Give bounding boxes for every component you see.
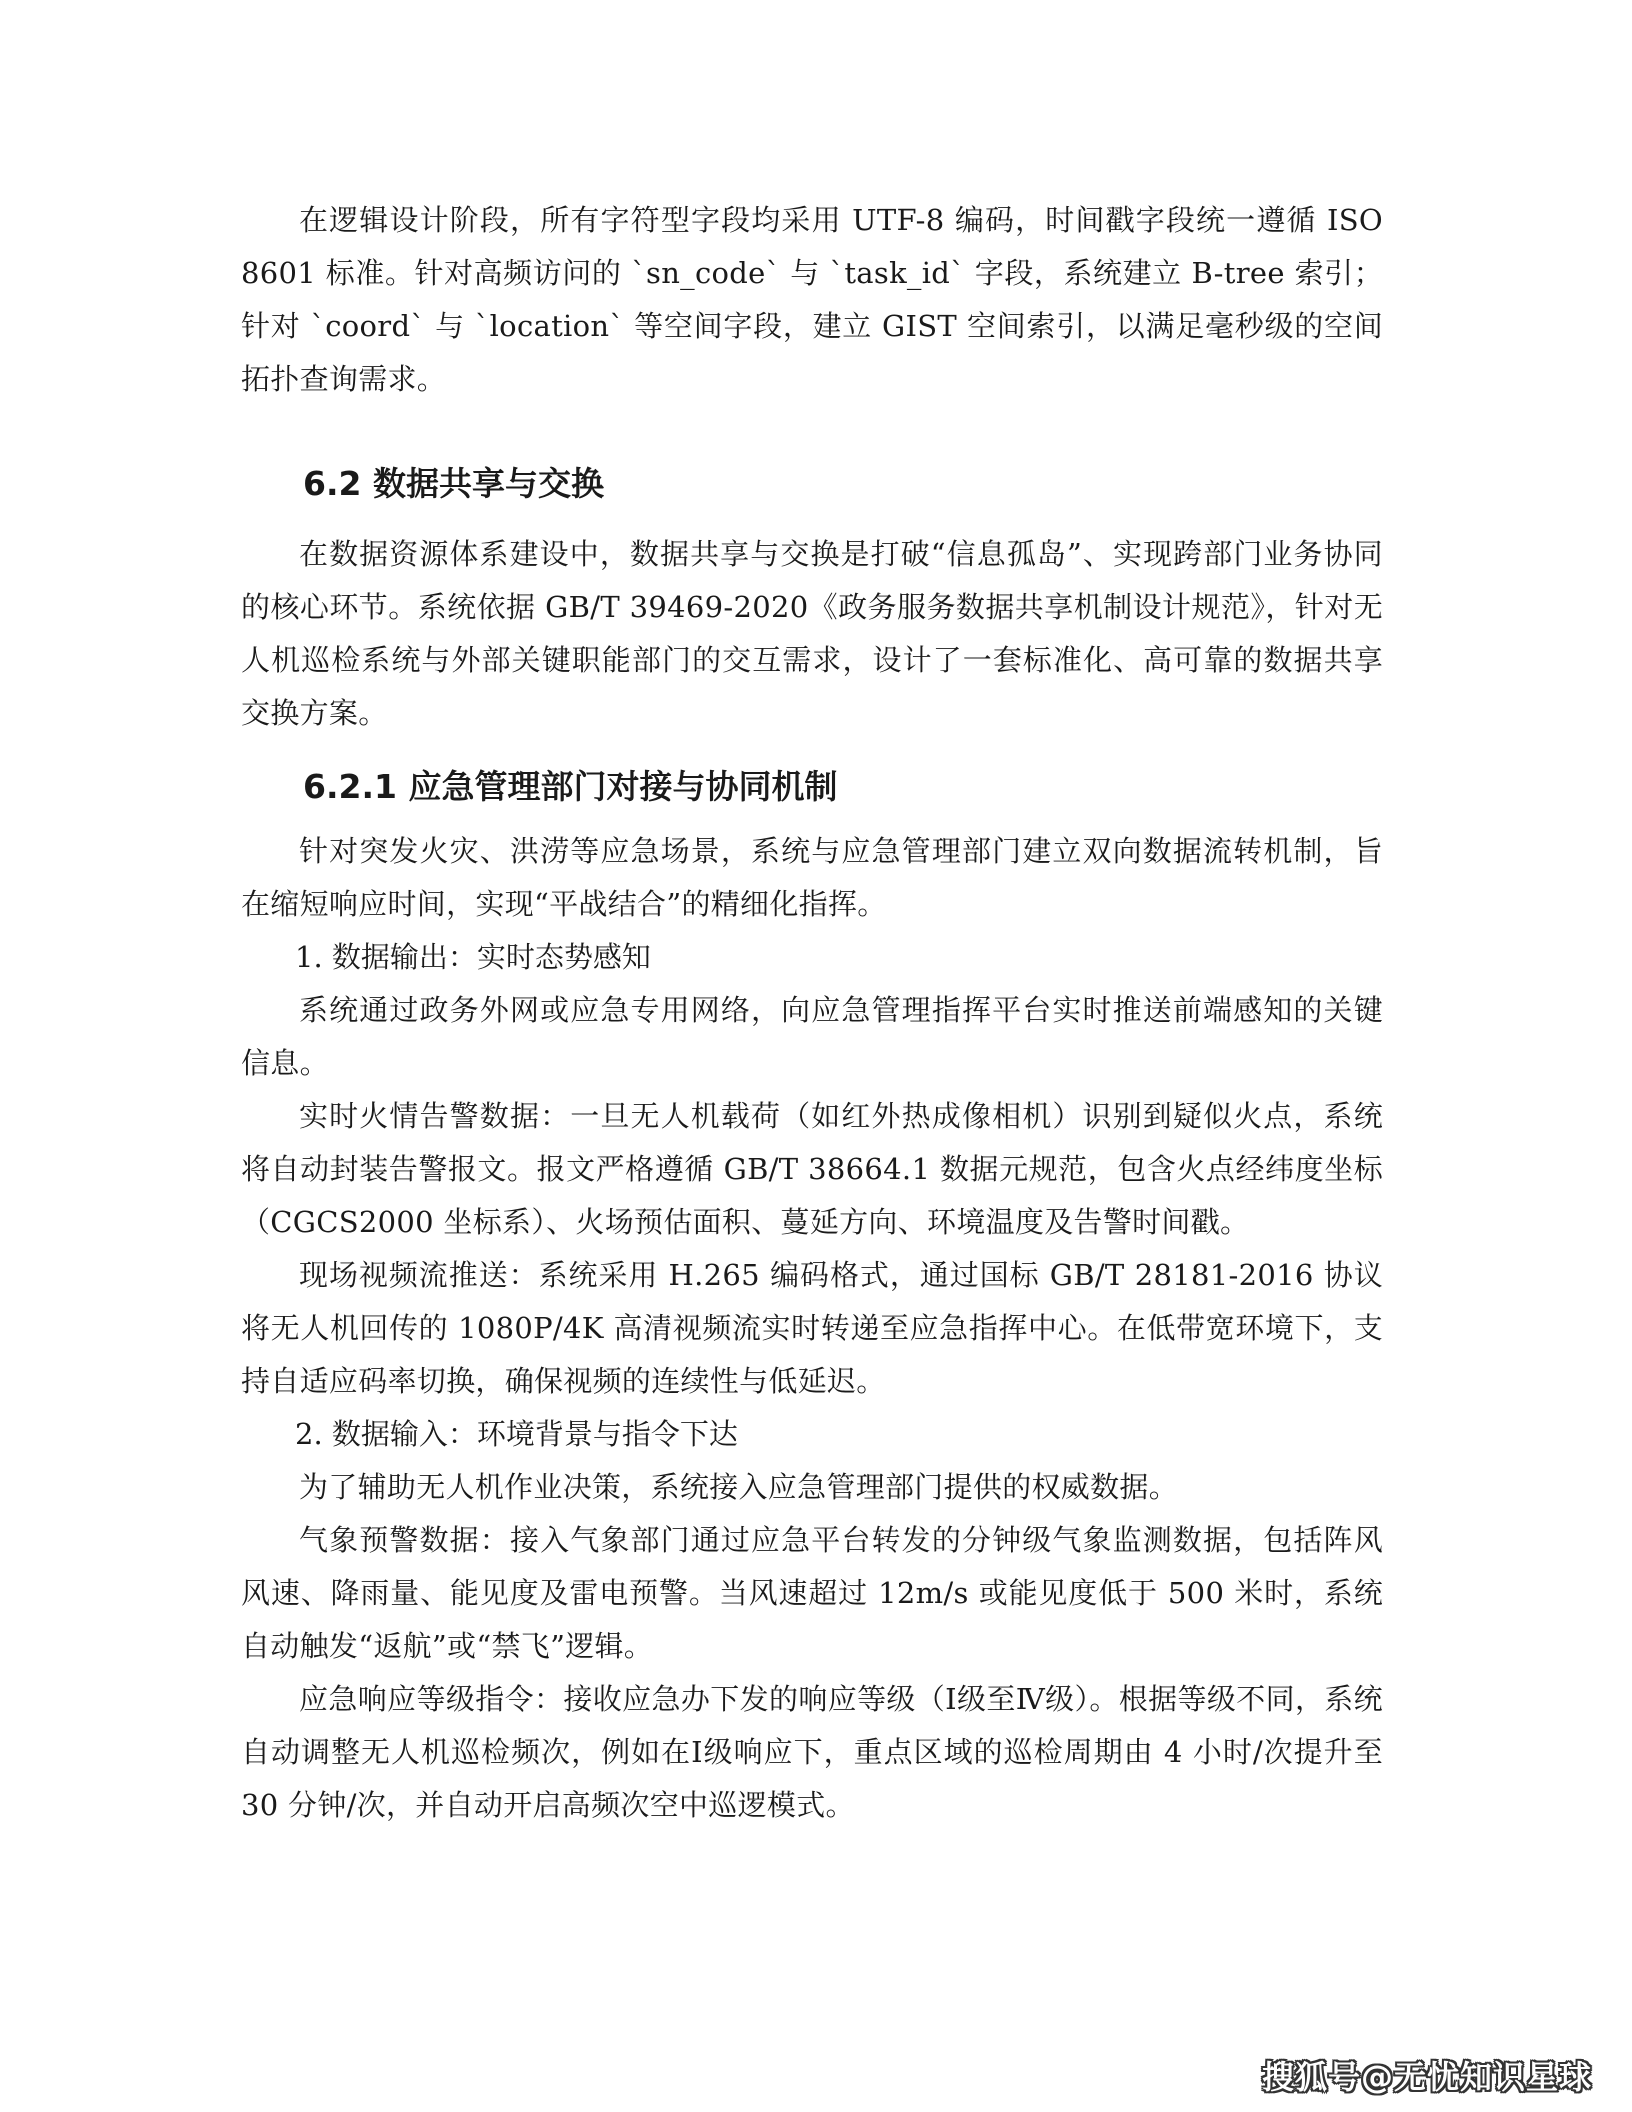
paragraph-logical-design: 在逻辑设计阶段，所有字符型字段均采用 UTF-8 编码，时间戳字段统一遵循 ISO 8601 标准。针对高频访问的 `sn_code` 与 `task_id` 字段，系统建立 B-tree 索引；针对 `coord` 与 `location` 等空间字段，建立 GIST 空间索引，以满足毫秒级的空间拓扑查询需求。: [241, 203, 1383, 396]
paragraph-video-stream: 现场视频流推送：系统采用 H.265 编码格式，通过国标 GB/T 28181-2016 协议将无人机回传的 1080P/4K 高清视频流实时转递至应急指挥中心。在低带宽环境下，支持自适应码率切换，确保视频的连续性与低延迟。: [241, 1258, 1383, 1398]
section-heading-6-2: 6.2 数据共享与交换: [303, 464, 604, 503]
watermark: 搜狐号@无忧知识星球: [1261, 2058, 1592, 2096]
list-item-data-input: 2. 数据输入：环境背景与指令下达: [295, 1417, 738, 1451]
list-item-data-output: 1. 数据输出：实时态势感知: [295, 940, 651, 974]
paragraph-fire-alarm: 实时火情告警数据：一旦无人机载荷（如红外热成像相机）识别到疑似火点，系统将自动封装告警报文。报文严格遵循 GB/T 38664.1 数据元规范，包含火点经纬度坐标（CGCS2000 坐标系）、火场预估面积、蔓延方向、环境温度及告警时间戳。: [241, 1099, 1383, 1239]
paragraph-data-input-desc: 为了辅助无人机作业决策，系统接入应急管理部门提供的权威数据。: [299, 1470, 1179, 1504]
paragraph-response-level: 应急响应等级指令：接收应急办下发的响应等级（Ⅰ级至Ⅳ级）。根据等级不同，系统自动调整无人机巡检频次，例如在Ⅰ级响应下，重点区域的巡检周期由 4 小时/次提升至 30 分钟/次，并自动开启高频次空中巡逻模式。: [241, 1682, 1383, 1822]
paragraph-data-output-desc: 系统通过政务外网或应急专用网络，向应急管理指挥平台实时推送前端感知的关键信息。: [241, 993, 1383, 1080]
paragraph-weather-warning: 气象预警数据：接入气象部门通过应急平台转发的分钟级气象监测数据，包括阵风风速、降雨量、能见度及雷电预警。当风速超过 12m/s 或能见度低于 500 米时，系统自动触发“返航”或“禁飞”逻辑。: [241, 1523, 1383, 1663]
paragraph-emergency-intro: 针对突发火灾、洪涝等应急场景，系统与应急管理部门建立双向数据流转机制，旨在缩短响应时间，实现“平战结合”的精细化指挥。: [241, 834, 1383, 921]
paragraph-data-sharing-intro: 在数据资源体系建设中，数据共享与交换是打破“信息孤岛”、实现跨部门业务协同的核心环节。系统依据 GB/T 39469-2020《政务服务数据共享机制设计规范》，针对无人机巡检系统与外部关键职能部门的交互需求，设计了一套标准化、高可靠的数据共享交换方案。: [241, 537, 1383, 730]
document-body: [241, 194, 1383, 1832]
section-heading-6-2-1: 6.2.1 应急管理部门对接与协同机制: [303, 767, 838, 806]
